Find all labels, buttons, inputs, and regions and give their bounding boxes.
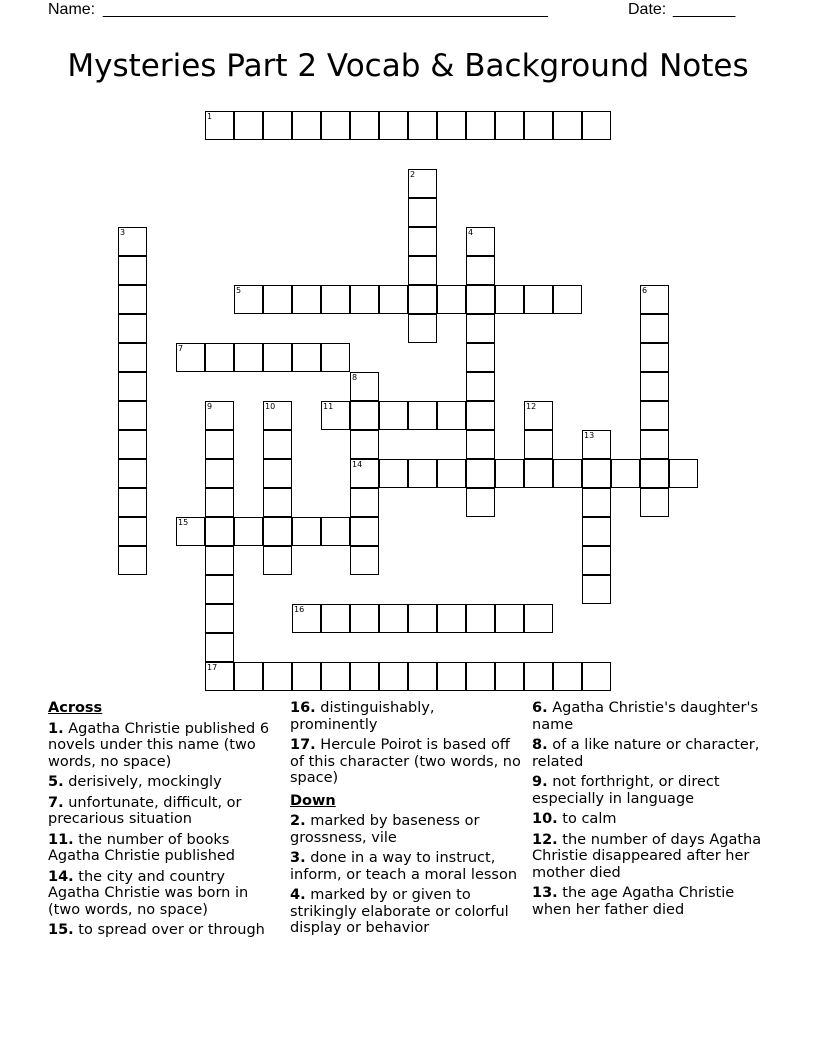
across-clue-list (48, 721, 280, 939)
grid-cell[interactable] (205, 430, 234, 459)
grid-cell[interactable] (582, 111, 611, 140)
grid-cell[interactable] (321, 604, 350, 633)
clue-number-label: 5 (236, 286, 242, 295)
grid-cell[interactable] (379, 401, 408, 430)
grid-cell[interactable] (321, 343, 350, 372)
grid-cell[interactable] (466, 343, 495, 372)
grid-cell[interactable] (466, 662, 495, 691)
grid-cell[interactable] (234, 343, 263, 372)
name-blank[interactable]: __________________________________________________ (103, 1, 548, 18)
clue-item (48, 832, 280, 865)
grid-cell[interactable] (408, 662, 437, 691)
grid-cell[interactable] (466, 459, 495, 488)
grid-cell[interactable] (118, 488, 147, 517)
clue-item (532, 774, 768, 807)
across-clue-list-continued (290, 700, 522, 787)
grid-cell[interactable] (524, 604, 553, 633)
grid-cell[interactable] (466, 314, 495, 343)
clue-number-label: 7 (178, 344, 184, 353)
clues-column-3 (532, 700, 768, 922)
grid-cell[interactable] (408, 401, 437, 430)
grid-cell[interactable] (379, 459, 408, 488)
grid-cell[interactable] (234, 517, 263, 546)
clue-text: Agatha Christie published 6 novels under this name (two words, no space) (48, 720, 270, 770)
grid-cell[interactable] (205, 343, 234, 372)
grid-cell[interactable] (263, 285, 292, 314)
grid-cell[interactable] (640, 372, 669, 401)
grid-cell[interactable] (466, 285, 495, 314)
clue-item (290, 887, 522, 937)
down-clue-list (290, 813, 522, 937)
grid-cell[interactable] (524, 430, 553, 459)
grid-cell[interactable] (524, 285, 553, 314)
clue-item (532, 811, 768, 828)
grid-cell[interactable] (582, 575, 611, 604)
page-title: Mysteries Part 2 Vocab & Background Notes (67, 48, 749, 84)
clue-number: 3. (290, 850, 306, 866)
grid-cell[interactable] (408, 604, 437, 633)
grid-cell[interactable] (205, 517, 234, 546)
clue-item (48, 869, 280, 919)
grid-cell[interactable] (321, 111, 350, 140)
grid-cell[interactable] (437, 285, 466, 314)
grid-cell[interactable] (408, 285, 437, 314)
clue-number: 12. (532, 831, 558, 848)
clue-item (48, 774, 280, 791)
grid-cell[interactable] (379, 285, 408, 314)
clue-number-label: 10 (265, 402, 276, 411)
clue-number: 15. (48, 922, 74, 938)
clue-text: the number of books Agatha Christie published (48, 831, 236, 864)
clue-number-label: 14 (352, 460, 363, 469)
grid-cell[interactable] (640, 314, 669, 343)
grid-cell[interactable] (263, 430, 292, 459)
grid-cell[interactable] (466, 111, 495, 140)
grid-cell[interactable] (379, 111, 408, 140)
clue-number-label: 15 (178, 518, 189, 527)
grid-cell[interactable] (321, 285, 350, 314)
clue-text: marked by baseness or grossness, vile (290, 813, 480, 846)
date-blank[interactable]: _______ (673, 1, 736, 18)
clue-text: Hercule Poirot is based off of this character (two words, no space) (290, 737, 521, 786)
grid-cell[interactable] (379, 604, 408, 633)
grid-cell[interactable] (640, 488, 669, 517)
grid-cell[interactable] (408, 198, 437, 227)
grid-cell[interactable] (234, 111, 263, 140)
clue-number: 14. (48, 868, 74, 885)
grid-cell[interactable] (611, 459, 640, 488)
clue-item (290, 700, 522, 733)
grid-cell[interactable] (350, 401, 379, 430)
grid-cell[interactable] (118, 256, 147, 285)
grid-cell[interactable] (118, 430, 147, 459)
grid-cell[interactable] (553, 111, 582, 140)
grid-cell[interactable] (466, 488, 495, 517)
grid-cell[interactable] (640, 430, 669, 459)
grid-cell[interactable] (263, 662, 292, 691)
grid-cell[interactable] (437, 459, 466, 488)
grid-cell[interactable] (495, 662, 524, 691)
clue-number: 4. (290, 887, 306, 903)
clue-text: derisively, mockingly (68, 774, 222, 790)
grid-cell[interactable] (437, 111, 466, 140)
date-label: Date: (628, 1, 667, 18)
grid-cell[interactable] (466, 256, 495, 285)
grid-cell[interactable] (292, 285, 321, 314)
clue-number-label: 11 (323, 402, 334, 411)
clue-item (532, 700, 768, 733)
grid-cell[interactable] (379, 662, 408, 691)
grid-cell[interactable] (321, 517, 350, 546)
clue-number-label: 12 (526, 402, 537, 411)
grid-cell[interactable] (205, 575, 234, 604)
grid-cell[interactable] (263, 488, 292, 517)
clue-item (532, 737, 768, 770)
grid-cell[interactable] (437, 662, 466, 691)
clue-number: 13. (532, 885, 558, 901)
clue-number-label: 16 (294, 605, 305, 614)
grid-cell[interactable] (350, 604, 379, 633)
clue-text: the age Agatha Christie when her father died (532, 885, 735, 918)
clue-text: unfortunate, difficult, or precarious situation (48, 794, 242, 827)
grid-cell[interactable] (292, 517, 321, 546)
clue-number-label: 1 (207, 112, 213, 121)
grid-cell[interactable] (118, 401, 147, 430)
clue-number: 17. (290, 737, 316, 753)
down-clue-list-continued (532, 700, 768, 918)
grid-cell[interactable] (495, 111, 524, 140)
clue-number: 16. (290, 700, 316, 716)
grid-cell[interactable] (437, 401, 466, 430)
grid-cell[interactable] (640, 459, 669, 488)
name-label: Name: (48, 1, 96, 18)
grid-cell[interactable] (350, 517, 379, 546)
grid-cell[interactable] (495, 459, 524, 488)
clue-text: distinguishably, prominently (290, 700, 435, 733)
grid-cell[interactable] (524, 662, 553, 691)
grid-cell[interactable] (640, 343, 669, 372)
grid-cell[interactable] (118, 546, 147, 575)
grid-cell[interactable] (408, 459, 437, 488)
clue-text: Agatha Christie's daughter's name (532, 700, 759, 733)
grid-cell[interactable] (263, 343, 292, 372)
grid-cell[interactable] (263, 459, 292, 488)
clue-number: 1. (48, 720, 64, 737)
grid-cell[interactable] (408, 227, 437, 256)
grid-cell[interactable] (118, 285, 147, 314)
grid-cell[interactable] (408, 256, 437, 285)
grid-cell[interactable] (292, 662, 321, 691)
grid-cell[interactable] (263, 111, 292, 140)
grid-cell[interactable] (350, 430, 379, 459)
grid-cell[interactable] (118, 459, 147, 488)
clue-number: 11. (48, 831, 74, 848)
clue-text: marked by or given to strikingly elaborate or colorful display or behavior (290, 887, 509, 936)
clue-item (290, 737, 522, 787)
grid-cell[interactable] (350, 488, 379, 517)
clue-number-label: 2 (410, 170, 416, 179)
grid-cell[interactable] (350, 111, 379, 140)
clue-number-label: 8 (352, 373, 358, 382)
grid-cell[interactable] (582, 459, 611, 488)
grid-cell[interactable] (321, 662, 350, 691)
grid-cell[interactable] (118, 343, 147, 372)
grid-cell[interactable] (234, 662, 263, 691)
clue-item (48, 795, 280, 828)
grid-cell[interactable] (205, 633, 234, 662)
clue-item (532, 885, 768, 918)
grid-cell[interactable] (118, 314, 147, 343)
grid-cell[interactable] (466, 604, 495, 633)
grid-cell[interactable] (524, 459, 553, 488)
clue-item (48, 922, 280, 939)
grid-cell[interactable] (669, 459, 698, 488)
grid-cell[interactable] (292, 343, 321, 372)
clue-number: 6. (532, 700, 548, 716)
grid-cell[interactable] (524, 111, 553, 140)
clue-number-label: 13 (584, 431, 595, 440)
clue-text: the city and country Agatha Christie was born in (two words, no space) (48, 868, 249, 918)
clue-number: 8. (532, 737, 548, 753)
grid-cell[interactable] (495, 285, 524, 314)
clues-column-1 (48, 700, 280, 943)
grid-cell[interactable] (205, 488, 234, 517)
grid-cell[interactable] (118, 517, 147, 546)
grid-cell[interactable] (205, 546, 234, 575)
clue-number-label: 6 (642, 286, 648, 295)
grid-cell[interactable] (582, 662, 611, 691)
clue-item (48, 721, 280, 771)
clue-text: done in a way to instruct, inform, or teach a moral lesson (290, 850, 518, 883)
clue-number-label: 9 (207, 402, 213, 411)
grid-cell[interactable] (495, 604, 524, 633)
grid-cell[interactable] (292, 111, 321, 140)
grid-cell[interactable] (466, 401, 495, 430)
across-heading: Across (48, 700, 103, 716)
grid-cell[interactable] (466, 372, 495, 401)
grid-cell[interactable] (205, 459, 234, 488)
clue-number: 5. (48, 774, 64, 790)
grid-cell[interactable] (553, 285, 582, 314)
clue-number: 9. (532, 774, 548, 790)
clue-item (290, 850, 522, 883)
clue-number-label: 4 (468, 228, 474, 237)
clue-number-label: 17 (207, 663, 218, 672)
grid-cell[interactable] (640, 401, 669, 430)
grid-cell[interactable] (553, 662, 582, 691)
grid-cell[interactable] (350, 285, 379, 314)
grid-cell[interactable] (408, 111, 437, 140)
clue-number: 10. (532, 811, 558, 827)
grid-cell[interactable] (263, 546, 292, 575)
clue-text: to spread over or through (78, 922, 265, 938)
grid-cell[interactable] (437, 604, 466, 633)
grid-cell[interactable] (466, 430, 495, 459)
clue-text: the number of days Agatha Christie disappeared after her mother died (532, 831, 762, 881)
grid-cell[interactable] (582, 546, 611, 575)
clue-number: 7. (48, 794, 64, 811)
clue-text: not forthright, or direct especially in language (532, 774, 720, 807)
clue-item (532, 832, 768, 882)
clue-item (290, 813, 522, 846)
grid-cell[interactable] (350, 662, 379, 691)
clue-text: of a like nature or character, related (532, 737, 760, 770)
grid-cell[interactable] (582, 488, 611, 517)
clue-number-label: 3 (120, 228, 126, 237)
grid-cell[interactable] (263, 517, 292, 546)
clues-column-2 (290, 700, 522, 941)
grid-cell[interactable] (582, 517, 611, 546)
down-heading: Down (290, 792, 336, 809)
grid-cell[interactable] (205, 604, 234, 633)
grid-cell[interactable] (118, 372, 147, 401)
clue-text: to calm (562, 811, 617, 827)
grid-cell[interactable] (350, 546, 379, 575)
grid-cell[interactable] (408, 314, 437, 343)
clue-number: 2. (290, 813, 306, 829)
grid-cell[interactable] (553, 459, 582, 488)
